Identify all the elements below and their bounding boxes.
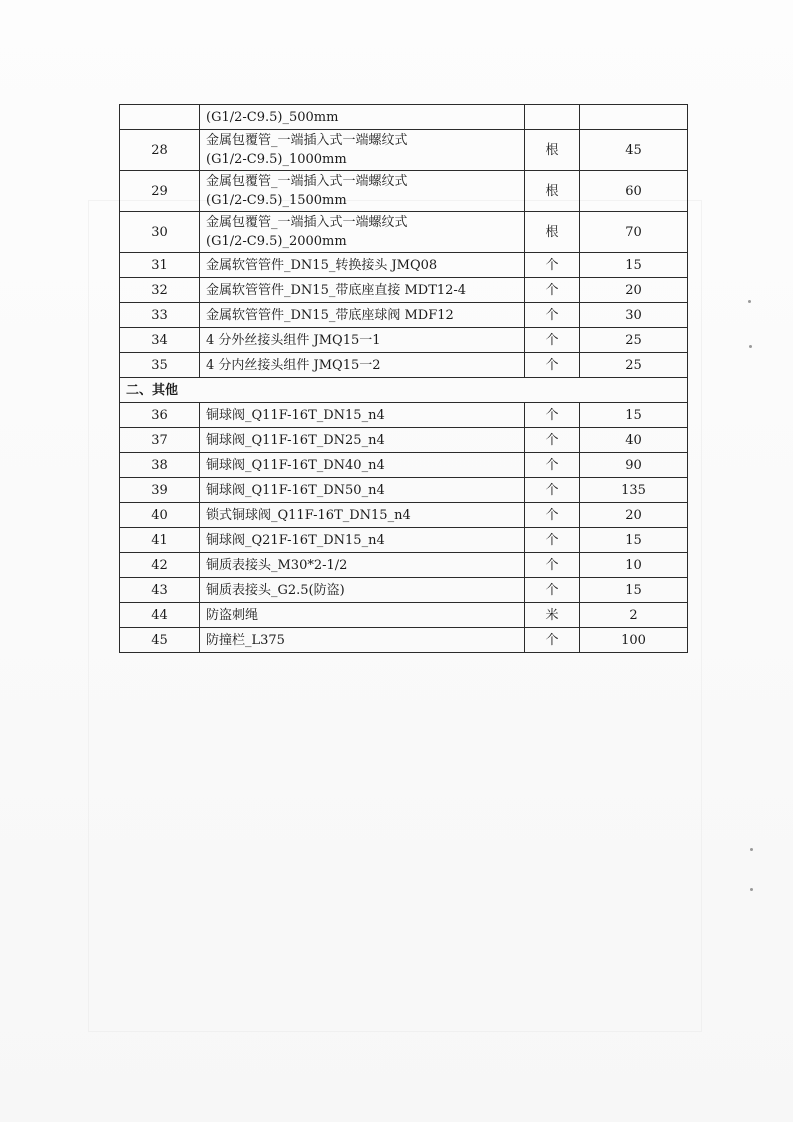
scan-speck — [748, 300, 751, 303]
item-quantity: 10 — [580, 553, 688, 578]
scan-speck — [750, 848, 753, 851]
item-unit: 个 — [525, 553, 580, 578]
item-number: 35 — [120, 353, 200, 378]
scan-speck — [750, 888, 753, 891]
item-name: 铜质表接头_M30*2-1/2 — [200, 553, 525, 578]
item-unit: 个 — [525, 353, 580, 378]
item-name: 防撞栏_L375 — [200, 628, 525, 653]
item-unit: 个 — [525, 478, 580, 503]
item-unit: 个 — [525, 528, 580, 553]
item-quantity: 135 — [580, 478, 688, 503]
item-unit: 个 — [525, 278, 580, 303]
table-row — [120, 328, 688, 353]
item-quantity — [580, 105, 688, 130]
item-name — [200, 171, 525, 212]
item-quantity: 20 — [580, 278, 688, 303]
table-row — [120, 478, 688, 503]
item-number: 38 — [120, 453, 200, 478]
item-quantity: 45 — [580, 130, 688, 171]
item-quantity: 70 — [580, 212, 688, 253]
item-unit: 个 — [525, 253, 580, 278]
item-quantity: 15 — [580, 528, 688, 553]
item-unit: 个 — [525, 403, 580, 428]
item-name-line: 4 分内丝接头组件 JMQ15一2 — [206, 357, 381, 373]
table-row — [120, 278, 688, 303]
item-number — [120, 105, 200, 130]
item-number: 40 — [120, 503, 200, 528]
item-name-line: (G1/2-C9.5)_1500mm — [206, 193, 347, 208]
table-row — [120, 628, 688, 653]
item-number: 45 — [120, 628, 200, 653]
item-name: 铜球阀_Q11F-16T_DN50_n4 — [200, 478, 525, 503]
item-quantity: 40 — [580, 428, 688, 453]
item-unit: 个 — [525, 428, 580, 453]
item-name: 防盗刺绳 — [200, 603, 525, 628]
item-quantity: 100 — [580, 628, 688, 653]
table-row — [120, 171, 688, 212]
item-unit: 个 — [525, 628, 580, 653]
item-unit: 个 — [525, 453, 580, 478]
item-name — [200, 212, 525, 253]
item-name — [200, 253, 525, 278]
table-row — [120, 303, 688, 328]
item-name — [200, 353, 525, 378]
item-quantity: 25 — [580, 328, 688, 353]
table-row — [120, 353, 688, 378]
item-unit: 米 — [525, 603, 580, 628]
item-name-line: (G1/2-C9.5)_2000mm — [206, 234, 347, 249]
item-quantity: 90 — [580, 453, 688, 478]
table-row — [120, 578, 688, 603]
item-number: 31 — [120, 253, 200, 278]
table-row — [120, 453, 688, 478]
materials-table-body — [120, 105, 688, 653]
item-quantity: 15 — [580, 578, 688, 603]
item-name-line: (G1/2-C9.5)_1000mm — [206, 152, 347, 167]
item-name: 铜质表接头_G2.5(防盗) — [200, 578, 525, 603]
item-quantity: 15 — [580, 253, 688, 278]
item-name-line: 金属软管管件_DN15_带底座直接 MDT12-4 — [206, 282, 467, 298]
section-row — [120, 378, 688, 403]
item-number: 30 — [120, 212, 200, 253]
item-quantity: 2 — [580, 603, 688, 628]
item-number: 28 — [120, 130, 200, 171]
table-row — [120, 212, 688, 253]
table-row — [120, 130, 688, 171]
scan-speck — [749, 345, 752, 348]
item-number: 36 — [120, 403, 200, 428]
item-number: 34 — [120, 328, 200, 353]
item-quantity: 15 — [580, 403, 688, 428]
item-unit: 根 — [525, 212, 580, 253]
item-name: 铜球阀_Q11F-16T_DN40_n4 — [200, 453, 525, 478]
item-number: 32 — [120, 278, 200, 303]
item-name-line: 金属软管管件_DN15_转换接头 JMQ08 — [206, 257, 438, 273]
item-number: 41 — [120, 528, 200, 553]
item-quantity: 30 — [580, 303, 688, 328]
item-name-line: (G1/2-C9.5)_500mm — [206, 109, 339, 125]
item-number: 39 — [120, 478, 200, 503]
item-name-line: 金属包覆管_一端插入式一端螺纹式 — [206, 133, 408, 148]
item-name — [200, 328, 525, 353]
table-row — [120, 528, 688, 553]
item-number: 42 — [120, 553, 200, 578]
item-name-line: 金属软管管件_DN15_带底座球阀 MDF12 — [206, 307, 454, 323]
table-row — [120, 503, 688, 528]
item-unit: 个 — [525, 303, 580, 328]
item-quantity: 25 — [580, 353, 688, 378]
item-unit: 根 — [525, 130, 580, 171]
table-row — [120, 603, 688, 628]
item-name: 铜球阀_Q11F-16T_DN25_n4 — [200, 428, 525, 453]
item-number: 29 — [120, 171, 200, 212]
item-name-line: 4 分外丝接头组件 JMQ15一1 — [206, 332, 381, 348]
item-name — [200, 130, 525, 171]
item-quantity: 20 — [580, 503, 688, 528]
materials-table — [119, 104, 688, 653]
item-unit: 根 — [525, 171, 580, 212]
item-name — [200, 278, 525, 303]
item-unit: 个 — [525, 503, 580, 528]
item-unit — [525, 105, 580, 130]
table-row — [120, 105, 688, 130]
item-quantity: 60 — [580, 171, 688, 212]
item-name: 铜球阀_Q21F-16T_DN15_n4 — [200, 528, 525, 553]
item-number: 43 — [120, 578, 200, 603]
item-name — [200, 105, 525, 130]
item-number: 33 — [120, 303, 200, 328]
item-unit: 个 — [525, 328, 580, 353]
item-name — [200, 303, 525, 328]
item-unit: 个 — [525, 578, 580, 603]
item-name: 锁式铜球阀_Q11F-16T_DN15_n4 — [200, 503, 525, 528]
table-row — [120, 553, 688, 578]
item-number: 44 — [120, 603, 200, 628]
section-title: 二、其他 — [120, 378, 688, 403]
table-row — [120, 403, 688, 428]
item-name-line: 金属包覆管_一端插入式一端螺纹式 — [206, 215, 408, 230]
item-number: 37 — [120, 428, 200, 453]
item-name: 铜球阀_Q11F-16T_DN15_n4 — [200, 403, 525, 428]
item-name-line: 金属包覆管_一端插入式一端螺纹式 — [206, 174, 408, 189]
table-row — [120, 428, 688, 453]
table-row — [120, 253, 688, 278]
